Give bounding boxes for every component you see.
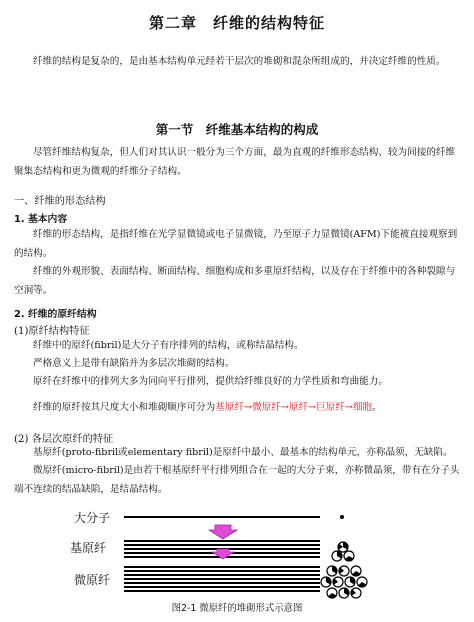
- fibril-feature-line-2: 严格意义上是带有缺陷并为多层次堆砌的结构。: [33, 358, 235, 369]
- paragraph-morphology-definition: 纤维的形态结构，是指纤维在光学显微镜或电子显微镜，乃至原子力显微镜(AFM)下能被直接观察到的结构。: [14, 229, 458, 259]
- hierarchy-suffix: 。: [372, 402, 382, 413]
- figure-caption: 图2-1 微原纤的堆砌形式示意图: [171, 603, 303, 614]
- fibril-feature-line-1: 纤维中的原纤(fibril)是大分子有序排列的结构，或称结晶结构。: [33, 340, 304, 351]
- paragraph-protofibril: 基原纤(proto-fibril或elementary fibril)是原纤中最小、最基本的结构单元，亦称晶须，无缺陷。: [33, 447, 453, 458]
- paragraph-morphology-items: 纤维的外观形貌、表面结构、断面结构、细胞构成和多重原纤结构，以及存在于纤维中的各种裂隙与空洞等。: [14, 266, 456, 296]
- section-intro-paragraph: 尽管纤维结构复杂，但人们对其认识一般分为三个方面，最为直观的纤维形态结构、较为间接的纤维聚集态结构和更为微观的纤维分子结构。: [14, 147, 456, 177]
- microfibril-lines: [124, 567, 320, 591]
- figure-label-microfibril: 微原纤: [74, 573, 111, 587]
- part-heading-morphology: 一、纤维的形态结构: [14, 196, 106, 207]
- macromolecule-end-dot: [340, 515, 344, 519]
- item-heading-fibril-features: (1)原纤结构特征: [14, 326, 90, 337]
- figure-label-macromolecule: 大分子: [74, 511, 111, 525]
- hierarchy-prefix: 纤维的原纤按其尺度大小和堆砌顺序可分为: [33, 402, 216, 413]
- hierarchy-chain: 基原纤→微原纤→原纤→巨原纤→细胞: [215, 402, 373, 413]
- microfibril-cross-section-icon: [321, 566, 367, 598]
- chapter-title: 第二章 纤维的结构特征: [148, 14, 325, 32]
- fibril-stacking-figure: [0, 505, 474, 600]
- arrow-down-icon: [209, 525, 237, 539]
- paragraph-microfibril: 微原纤(micro-fibril)是由若干根基原纤平行排列组合在一起的大分子束，亦称微晶须，带有在分子头端不连续的结晶缺陷，是结晶结构。: [14, 465, 460, 495]
- section-title: 第一节 纤维基本结构的构成: [155, 122, 319, 137]
- figure-label-protofibril: 基原纤: [70, 541, 107, 555]
- item-heading-fibril-levels: (2) 各层次原纤的特征: [14, 434, 114, 445]
- protofibril-cross-section-icon: [332, 542, 354, 561]
- chapter-intro-paragraph: 纤维的结构是复杂的，是由基本结构单元经若干层次的堆砌和混杂所组成的，并决定纤维的性质。: [33, 56, 446, 67]
- fibril-feature-line-3: 原纤在纤维中的排列大多为同向平行排列，提供给纤维良好的力学性质和弯曲能力。: [33, 376, 388, 387]
- fibril-hierarchy-line: [14, 398, 460, 417]
- subheading-fibril-structure: 2. 纤维的原纤结构: [14, 309, 97, 320]
- subheading-basic-content: 1. 基本内容: [14, 214, 68, 225]
